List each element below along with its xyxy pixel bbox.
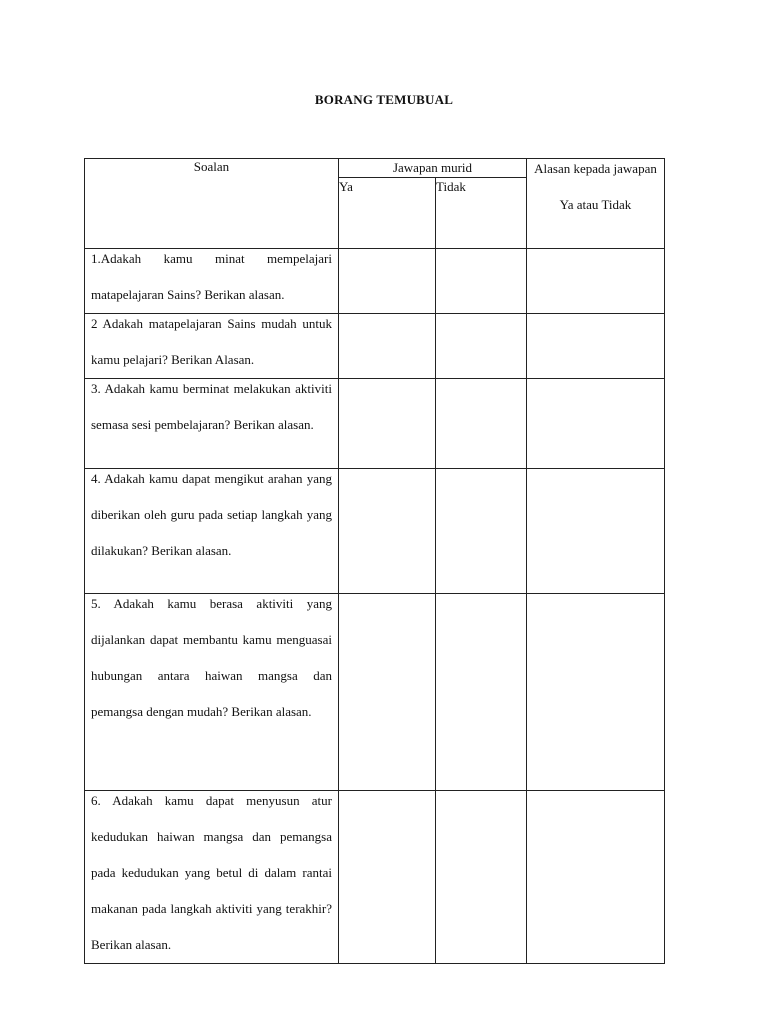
- answer-ya-cell[interactable]: [339, 314, 436, 379]
- reason-cell[interactable]: [527, 249, 665, 314]
- answer-tidak-cell[interactable]: [436, 379, 527, 469]
- page-title: BORANG TEMUBUAL: [314, 92, 454, 107]
- answer-tidak-cell[interactable]: [436, 594, 527, 791]
- question-row-4: [85, 469, 665, 594]
- question-text: 3. Adakah kamu berminat melakukan aktiviti semasa sesi pembelajaran? Berikan alasan.: [91, 381, 332, 432]
- question-text: 1.Adakah kamu minat mempelajari matapelajaran Sains? Berikan alasan.: [91, 251, 332, 302]
- header-alasan-text: Alasan kepada jawapan Ya atau Tidak: [534, 161, 657, 212]
- question-cell: [85, 594, 339, 791]
- answer-tidak-cell[interactable]: [436, 314, 527, 379]
- question-text: 5. Adakah kamu berasa aktiviti yang dijalankan dapat membantu kamu menguasai hubungan antara haiwan mangsa dan pemangsa dengan mudah? Berikan alasan.: [91, 596, 332, 719]
- answer-ya-cell[interactable]: [339, 379, 436, 469]
- answer-ya-cell[interactable]: [339, 594, 436, 791]
- question-cell: [85, 469, 339, 594]
- question-text: 4. Adakah kamu dapat mengikut arahan yang diberikan oleh guru pada setiap langkah yang dilakukan? Berikan alasan.: [91, 471, 332, 558]
- reason-cell[interactable]: [527, 314, 665, 379]
- answer-tidak-cell[interactable]: [436, 791, 527, 964]
- interview-form-table: [84, 158, 665, 964]
- question-row-5: [85, 594, 665, 791]
- header-jawapan-murid: Jawapan murid: [339, 159, 527, 178]
- header-ya: Ya: [339, 178, 436, 249]
- header-alasan: [527, 159, 665, 249]
- answer-ya-cell[interactable]: [339, 791, 436, 964]
- answer-tidak-cell[interactable]: [436, 249, 527, 314]
- question-text: 6. Adakah kamu dapat menyusun atur kedudukan haiwan mangsa dan pemangsa pada kedudukan yang betul di dalam rantai makanan pada langkah aktiviti yang terakhir? Berikan alasan.: [91, 793, 332, 952]
- question-cell: [85, 791, 339, 964]
- reason-cell[interactable]: [527, 594, 665, 791]
- header-tidak: Tidak: [436, 178, 527, 249]
- question-cell: [85, 249, 339, 314]
- header-row: [85, 159, 665, 178]
- question-row-2: [85, 314, 665, 379]
- question-cell: [85, 379, 339, 469]
- reason-cell[interactable]: [527, 379, 665, 469]
- question-text: 2 Adakah matapelajaran Sains mudah untuk kamu pelajari? Berikan Alasan.: [91, 316, 332, 367]
- question-row-6: [85, 791, 665, 964]
- answer-ya-cell[interactable]: [339, 249, 436, 314]
- answer-tidak-cell[interactable]: [436, 469, 527, 594]
- question-row-3: [85, 379, 665, 469]
- header-soalan: Soalan: [85, 159, 339, 249]
- answer-ya-cell[interactable]: [339, 469, 436, 594]
- reason-cell[interactable]: [527, 469, 665, 594]
- question-cell: [85, 314, 339, 379]
- question-row-1: [85, 249, 665, 314]
- reason-cell[interactable]: [527, 791, 665, 964]
